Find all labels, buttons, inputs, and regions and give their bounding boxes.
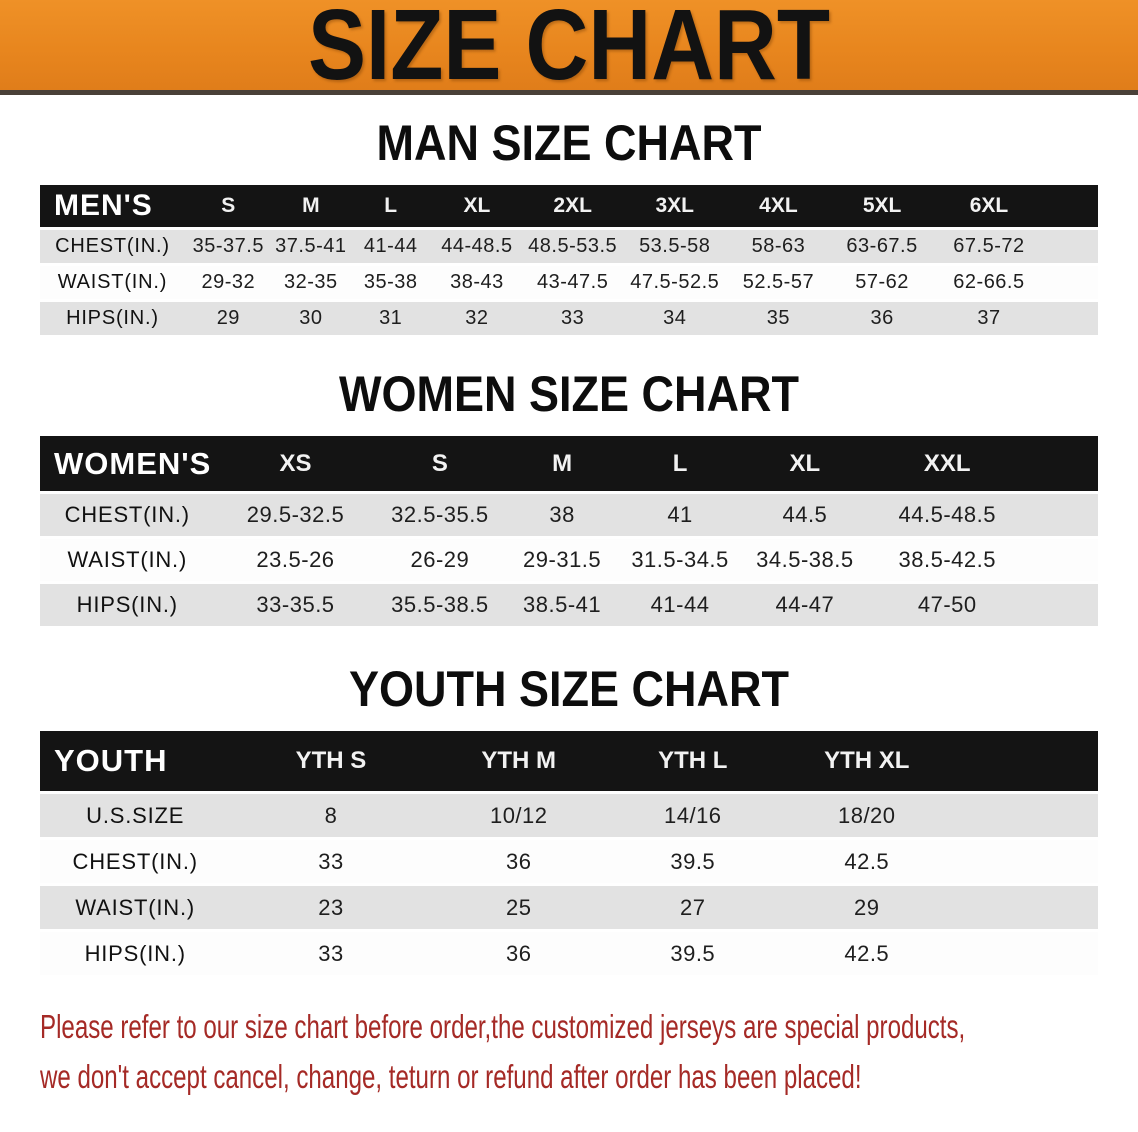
size-section-youth xyxy=(0,663,1138,978)
size-table-men xyxy=(40,182,1098,338)
size-value: 33 xyxy=(230,932,431,975)
size-column-header: YTH L xyxy=(606,731,780,791)
disclaimer xyxy=(40,1002,1099,1102)
size-value: 29.5-32.5 xyxy=(215,494,377,536)
size-column-header: XS xyxy=(215,436,377,491)
size-value: 41 xyxy=(621,494,739,536)
section-heading: YOUTH SIZE CHART xyxy=(348,661,790,717)
size-value: 39.5 xyxy=(606,840,780,883)
size-value: 18/20 xyxy=(780,794,1098,837)
table-group-label: YOUTH xyxy=(40,731,230,791)
banner-title: SIZE CHART xyxy=(308,0,830,101)
measurement-row-label: CHEST(IN.) xyxy=(40,840,230,883)
table-header-row xyxy=(40,185,1098,227)
size-value: 32.5-35.5 xyxy=(376,494,503,536)
size-value: 62-66.5 xyxy=(934,266,1098,299)
measurement-row-label: WAIST(IN.) xyxy=(40,886,230,929)
disclaimer-line-1: Please refer to our size chart before order,the customized jerseys are special products, xyxy=(40,1008,966,1045)
table-row xyxy=(40,302,1098,335)
size-value: 29 xyxy=(780,886,1098,929)
size-value: 31.5-34.5 xyxy=(621,539,739,581)
size-value: 36 xyxy=(830,302,934,335)
size-value: 25 xyxy=(431,886,606,929)
measurement-row-label: HIPS(IN.) xyxy=(40,584,215,626)
size-value: 33 xyxy=(522,302,623,335)
size-value: 43-47.5 xyxy=(522,266,623,299)
size-value: 67.5-72 xyxy=(934,230,1098,263)
size-value: 34 xyxy=(623,302,727,335)
table-header-row xyxy=(40,731,1098,791)
size-value: 10/12 xyxy=(431,794,606,837)
table-row xyxy=(40,932,1098,975)
section-heading: WOMEN SIZE CHART xyxy=(339,366,799,422)
table-row xyxy=(40,886,1098,929)
measurement-row-label: WAIST(IN.) xyxy=(40,539,215,581)
size-value: 33 xyxy=(230,840,431,883)
size-column-header: L xyxy=(621,436,739,491)
table-row xyxy=(40,794,1098,837)
size-value: 38.5-42.5 xyxy=(870,539,1098,581)
section-heading: MAN SIZE CHART xyxy=(376,115,762,171)
table-header-row xyxy=(40,436,1098,491)
size-tables-container xyxy=(0,117,1138,978)
size-column-header: S xyxy=(185,185,272,227)
size-value: 41-44 xyxy=(621,584,739,626)
size-value: 57-62 xyxy=(830,266,934,299)
size-column-header: S xyxy=(376,436,503,491)
disclaimer-line-2: we don't accept cancel, change, teturn or refund after order has been placed! xyxy=(40,1058,862,1096)
size-value: 33-35.5 xyxy=(215,584,377,626)
size-chart-banner xyxy=(0,0,1138,101)
size-value: 42.5 xyxy=(780,840,1098,883)
size-column-header: M xyxy=(272,185,350,227)
size-value: 27 xyxy=(606,886,780,929)
size-value: 44.5 xyxy=(739,494,870,536)
size-section-women xyxy=(0,368,1138,629)
size-value: 36 xyxy=(431,840,606,883)
measurement-row-label: CHEST(IN.) xyxy=(40,494,215,536)
size-value: 38 xyxy=(503,494,620,536)
size-value: 47.5-52.5 xyxy=(623,266,727,299)
size-value: 44-47 xyxy=(739,584,870,626)
size-column-header: YTH M xyxy=(431,731,606,791)
table-row xyxy=(40,494,1098,536)
size-value: 52.5-57 xyxy=(727,266,831,299)
size-column-header: YTH XL xyxy=(780,731,1098,791)
size-value: 35-37.5 xyxy=(185,230,272,263)
size-column-header: XL xyxy=(431,185,522,227)
table-group-label: WOMEN'S xyxy=(40,436,215,491)
size-value: 23 xyxy=(230,886,431,929)
size-column-header: YTH S xyxy=(230,731,431,791)
measurement-row-label: U.S.SIZE xyxy=(40,794,230,837)
size-column-header: 2XL xyxy=(522,185,623,227)
measurement-row-label: HIPS(IN.) xyxy=(40,302,185,335)
size-column-header: XL xyxy=(739,436,870,491)
size-value: 36 xyxy=(431,932,606,975)
size-value: 35.5-38.5 xyxy=(376,584,503,626)
size-value: 34.5-38.5 xyxy=(739,539,870,581)
size-value: 53.5-58 xyxy=(623,230,727,263)
size-column-header: XXL xyxy=(870,436,1098,491)
size-column-header: M xyxy=(503,436,620,491)
size-table-youth xyxy=(40,728,1098,978)
table-row xyxy=(40,584,1098,626)
measurement-row-label: CHEST(IN.) xyxy=(40,230,185,263)
size-column-header: 6XL xyxy=(934,185,1098,227)
size-value: 48.5-53.5 xyxy=(522,230,623,263)
size-value: 38.5-41 xyxy=(503,584,620,626)
size-value: 39.5 xyxy=(606,932,780,975)
size-value: 29 xyxy=(185,302,272,335)
size-column-header: 3XL xyxy=(623,185,727,227)
size-value: 44-48.5 xyxy=(431,230,522,263)
size-value: 35 xyxy=(727,302,831,335)
size-value: 29-32 xyxy=(185,266,272,299)
table-row xyxy=(40,230,1098,263)
table-row xyxy=(40,840,1098,883)
size-value: 47-50 xyxy=(870,584,1098,626)
size-value: 32-35 xyxy=(272,266,350,299)
size-table-women xyxy=(40,433,1098,629)
size-value: 30 xyxy=(272,302,350,335)
table-group-label: MEN'S xyxy=(40,185,185,227)
size-column-header: L xyxy=(350,185,431,227)
size-value: 14/16 xyxy=(606,794,780,837)
size-value: 63-67.5 xyxy=(830,230,934,263)
size-value: 58-63 xyxy=(727,230,831,263)
size-section-men xyxy=(0,117,1138,338)
size-value: 31 xyxy=(350,302,431,335)
size-value: 23.5-26 xyxy=(215,539,377,581)
size-value: 8 xyxy=(230,794,431,837)
size-column-header: 4XL xyxy=(727,185,831,227)
size-value: 32 xyxy=(431,302,522,335)
size-value: 37.5-41 xyxy=(272,230,350,263)
size-value: 38-43 xyxy=(431,266,522,299)
size-value: 35-38 xyxy=(350,266,431,299)
size-value: 41-44 xyxy=(350,230,431,263)
size-column-header: 5XL xyxy=(830,185,934,227)
measurement-row-label: HIPS(IN.) xyxy=(40,932,230,975)
size-value: 44.5-48.5 xyxy=(870,494,1098,536)
size-value: 29-31.5 xyxy=(503,539,620,581)
table-row xyxy=(40,539,1098,581)
size-value: 37 xyxy=(934,302,1098,335)
size-value: 26-29 xyxy=(376,539,503,581)
table-row xyxy=(40,266,1098,299)
size-value: 42.5 xyxy=(780,932,1098,975)
measurement-row-label: WAIST(IN.) xyxy=(40,266,185,299)
